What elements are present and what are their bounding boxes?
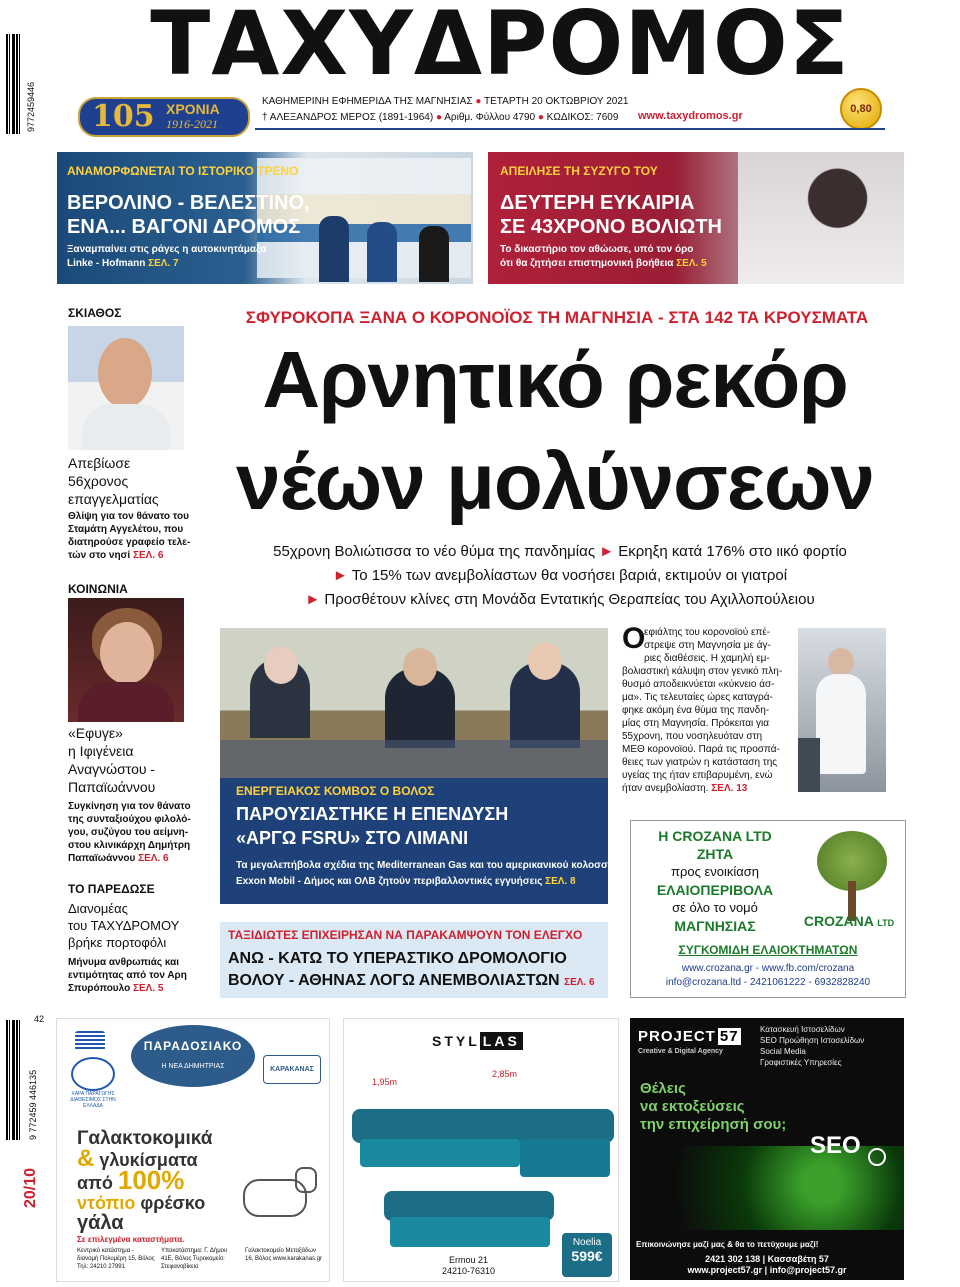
price-badge: [840, 88, 882, 130]
top-right-sub-2-text: ότι θα ζητήσει επιστημονική βοήθεια: [500, 258, 674, 269]
sidebar-title-1: Απεβίωσε 56χρονος επαγγελματίας: [68, 455, 159, 507]
bullet-marker-icon: ►: [305, 591, 321, 608]
crozana-web[interactable]: www.crozana.gr - www.fb.com/crozana: [681, 963, 855, 974]
main-body-line: 55χρονη, που νοσηλευόταν στη: [622, 731, 762, 742]
styllas-logo: STYL LAS: [432, 1033, 523, 1049]
digital-hand-graphic: [630, 1146, 904, 1230]
travel-kicker: ΤΑΞΙΔΙΩΤΕΣ ΕΠΙΧΕΙΡΗΣΑΝ ΝΑ ΠΑΡΑΚΑΜΨΟΥΝ ΤΟΝ ΕΛΕΓΧΟ: [228, 928, 583, 942]
project57-logo: PROJECT 57: [638, 1028, 739, 1045]
main-body-line: μα». Τις τελευταίες ώρες καταγρά-: [622, 692, 773, 703]
service-item: Social Media: [760, 1047, 806, 1056]
cows-illustration: [233, 1159, 317, 1229]
masthead-info-line-1: [262, 96, 628, 107]
sidebar-title-3: Διανομέας του ΤΑΧΥΔΡΟΜΟΥ βρήκε πορτοφόλι: [68, 901, 180, 950]
masthead-website-link[interactable]: www.taxydromos.gr: [638, 110, 743, 122]
crozana-contact[interactable]: info@crozana.ltd - 2421061222 - 6932828240: [665, 977, 871, 988]
project57-cta: Επικοινώνησε μαζί μας & θα το πετύχουμε μαζί!: [636, 1240, 819, 1249]
energy-headline-2: «ΑΡΓΩ FSRU» ΣΤΟ ΛΙΜΑΝΙ: [236, 828, 469, 848]
karakanas-logo: ΚΑΡΑΚΑΝΑΣ: [263, 1055, 321, 1084]
styllas-price-tag: Noelia 599€: [562, 1233, 612, 1277]
main-page: ΣΕΛ. 13: [708, 783, 748, 794]
top-left-page: ΣΕΛ. 7: [148, 258, 179, 269]
top-right-story[interactable]: [488, 152, 904, 284]
top-right-headline-1: ΔΕΥΤΕΡΗ ΕΥΚΑΙΡΙΑ: [500, 192, 695, 214]
barcode-side-number-top: 42: [34, 1014, 45, 1024]
energy-sub-1: Τα μεγαλεπήβολα σχέδια της Mediterranean Gas και του αμερικανικού κολοσσού: [236, 860, 620, 871]
top-right-sub-2: [500, 258, 707, 269]
styllas-ad[interactable]: [343, 1018, 619, 1282]
main-bullet-3: Το 15% των ανεμβολίαστων θα νοσήσει βαριά, εκτιμούν οι γιατροί: [351, 567, 788, 584]
sidebar-photo-2: [68, 598, 184, 722]
magnifier-icon: [868, 1148, 886, 1166]
sidebar-text-2[interactable]: Συγκίνηση για τον θάνατο της συνταξιούχου φιλολό- γου, συζύγου του αείμνη- στου κλινικάρχη Δημήτρη Παπαϊωάννου ΣΕΛ. 6: [68, 801, 191, 864]
travel-headline-2: ΒΟΛΟΥ - ΑΘΗΝΑΣ ΛΟΓΩ ΑΝΕΜΒΟΛΙΑΣΤΩΝ ΣΕΛ. 6: [228, 972, 595, 989]
sidebar: [66, 304, 192, 1004]
bullet-icon: ●: [537, 112, 544, 123]
main-body[interactable]: [622, 622, 790, 795]
sidebar-text-1[interactable]: Θλίψη για τον θάνατο του Σταμάτη Αγγελέτου, που διατηρούσε γραφείο τελε- τών στο νησί ΣΕΛ. 6: [68, 511, 191, 561]
travel-page: ΣΕΛ. 6: [564, 977, 595, 988]
top-left-sub-1: Ξαναμπαίνει στις ράγες η αυτοκινητάμαξα: [67, 244, 267, 255]
karakanas-addr-3: Γαλακτοκομείο Μεταξάδων 16, Βόλος www.karakanas.gr: [245, 1248, 323, 1262]
service-item: Κατασκευή Ιστοσελίδων: [760, 1025, 845, 1034]
project57-slogan: Θέλεις να εκτοξεύσεις την επιχείρησή σου;: [640, 1080, 787, 1133]
main-body-line: θυσμό αποδεικνύεται «κύκνειο άσ-: [622, 679, 775, 690]
sidebar-kicker-2: ΚΟΙΝΩΝΙΑ: [68, 582, 128, 596]
main-headline-1[interactable]: Αρνητικό ρεκόρ: [262, 335, 848, 424]
main-body-text: [622, 622, 790, 795]
styllas-dim-1: 1,95m: [372, 1077, 398, 1087]
anniversary-number: 105: [92, 99, 155, 134]
crozana-text: Η CROZANA LTD ΖΗΤΑ προς ενοικίαση ΕΛΑΙΟΠΕΡΙΒΟΛΑ σε όλο το νομό ΜΑΓΝΗΣΙΑΣ: [656, 828, 774, 934]
olive-tree-icon: [807, 831, 897, 921]
project57-ad[interactable]: [630, 1018, 904, 1280]
barcode-top-number: 9772459446: [26, 81, 36, 132]
masthead-code: ΚΩΔΙΚΟΣ: 7609: [546, 112, 619, 123]
project57-logo-sub: Creative & Digital Agency: [638, 1048, 723, 1055]
main-body-line: θειες των γιατρών η κατάσταση της: [622, 757, 778, 768]
masthead-title: ΤΑΧΥΔΡΟΜΟΣ: [150, 0, 850, 95]
drop-cap: Ο: [622, 622, 646, 655]
top-right-page: ΣΕΛ. 5: [676, 258, 707, 269]
sofa-bottom-image: [384, 1185, 554, 1255]
sidebar-photo-1: [68, 326, 184, 450]
crozana-ad[interactable]: [630, 820, 906, 998]
sidebar-kicker-3: ΤΟ ΠΑΡΕΔΩΣΕ: [68, 882, 155, 896]
bullet-icon: ●: [475, 96, 482, 107]
top-left-sub-2: [67, 258, 179, 269]
main-body-line: μίας στη Μαγνησία. Πρόκειται για: [622, 718, 769, 729]
styllas-dim-2: 2,85m: [492, 1069, 518, 1079]
karakanas-brand-badge: ΠΑΡΑΔΟΣΙΑΚΟ Η ΝΕΑ ΔΗΜΗΤΡΙΑΣ: [131, 1025, 255, 1087]
travel-headline-1: ΑΝΩ - ΚΑΤΩ ΤΟ ΥΠΕΡΑΣΤΙΚΟ ΔΡΟΜΟΛΟΓΙΟ: [228, 950, 567, 967]
cert-badge-icon: [71, 1057, 115, 1091]
karakanas-addr-1: Κεντρικό κατάστημα - διανομή Πολυμέρη 15, Βόλος Τηλ: 24210 27991: [77, 1248, 155, 1270]
energy-sub-2: Exxon Mobil - Δήμος και ΟΛΒ ζητούν περιβαλλοντικές εγγυήσεις ΣΕΛ. 8: [236, 876, 576, 887]
people-figures: [319, 208, 469, 282]
main-body-line: βολιαστική κάλυψη στον γενικό πλη-: [622, 666, 783, 677]
project57-services: [760, 1024, 864, 1068]
main-headline-2[interactable]: νέων μολύνσεων: [236, 437, 874, 526]
crozana-harvest: ΣΥΓΚΟΜΙΔΗ ΕΛΑΙΟΚΤΗΜΑΤΩΝ: [678, 943, 858, 957]
energy-page: ΣΕΛ. 8: [545, 876, 576, 887]
energy-kicker: ΕΝΕΡΓΕΙΑΚΟΣ ΚΟΜΒΟΣ Ο ΒΟΛΟΣ: [236, 784, 435, 798]
barcode-side: [6, 1020, 22, 1140]
top-left-headline-2: ΕΝΑ... ΒΑΓΟΝΙ ΔΡΟΜΟΣ: [67, 216, 301, 238]
bullet-marker-icon: ►: [332, 567, 348, 584]
sofa-top-image: [352, 1091, 614, 1177]
price-value: 0,80: [850, 103, 872, 115]
top-right-headline-2: ΣΕ 43ΧΡΟΝΟ ΒΟΛΙΩΤΗ: [500, 216, 722, 238]
main-bullet-1: 55χρονη Βολιώτισσα το νέο θύμα της πανδημίας: [273, 543, 596, 560]
main-body-line: ριες διαθέσεις. Η χαμηλή εμ-: [644, 653, 770, 664]
karakanas-addr-2: Υποκατάστημα: Γ. Δήμου 41Ε, Βόλος Τυροκομείο: Στεφανοβίκειο: [161, 1248, 228, 1270]
main-body-line: στρεψε στη Μαγνησία με άγ-: [644, 640, 771, 651]
woman-photo: [738, 152, 904, 284]
project57-seo: SEO: [810, 1132, 861, 1159]
main-body-line: ΜΕΘ κορονοϊού. Παρά τις προσπά-: [622, 744, 780, 755]
masthead-subtitle: ΚΑΘΗΜΕΡΙΝΗ ΕΦΗΜΕΡΙΔΑ ΤΗΣ ΜΑΓΝΗΣΙΑΣ: [262, 96, 473, 107]
masthead-date: ΤΕΤΑΡΤΗ 20 ΟΚΤΩΒΡΙΟΥ 2021: [484, 96, 629, 107]
karakanas-ad[interactable]: [56, 1018, 330, 1282]
top-left-kicker: ΑΝΑΜΟΡΦΩΝΕΤΑΙ ΤΟ ΙΣΤΟΡΙΚΟ ΤΡΕΝΟ: [67, 164, 299, 178]
energy-headline-1: ΠΑΡΟΥΣΙΑΣΤΗΚΕ Η ΕΠΕΝΔΥΣΗ: [236, 804, 509, 824]
main-body-line: ήταν ανεμβολίαστη. ΣΕΛ. 13: [622, 783, 748, 794]
main-kicker: ΣΦΥΡΟΚΟΠΑ ΞΑΝΑ Ο ΚΟΡΟΝΟΪΟΣ ΤΗ ΜΑΓΝΗΣΙΑ - ΣΤΑ 142 ΤΑ ΚΡΟΥΣΜΑΤΑ: [245, 308, 869, 327]
masthead-issue: Αριθμ. Φύλλου 4790: [444, 112, 536, 123]
masthead-founder: † ΑΛΕΞΑΝΔΡΟΣ ΜΕΡΟΣ (1891-1964): [262, 112, 434, 123]
top-right-kicker: ΑΠΕΙΛΗΣΕ ΤΗ ΣΥΖΥΓΟ ΤΟΥ: [500, 164, 658, 178]
main-bullet-2: Εκρηξη κατά 176% στο ιικό φορτίο: [618, 543, 847, 560]
main-body-line: υγείας της ήταν επιβαρυμένη, ενώ: [622, 770, 773, 781]
sidebar-text-3[interactable]: Μήνυμα ανθρωπιάς και εντιμότητας από τον Αρη Σπυρόπουλο ΣΕΛ. 5: [68, 957, 187, 994]
travel-story[interactable]: [220, 922, 608, 998]
service-item: SEO Προώθηση Ιστοσελίδων: [760, 1036, 865, 1045]
anniversary-word: ΧΡΟΝΙΑ: [166, 101, 220, 117]
greek-flag-icon: [75, 1031, 105, 1051]
bullet-icon: ●: [435, 112, 443, 123]
main-body-line: φηκε ακόμη ένα θύμα της πανδη-: [622, 705, 770, 716]
karakanas-cert: ΧΑΡΑ ΠΑΡΑΓΩΓΗΣ ΔΙΑΘΕΣΙΜΟΣ ΣΤΗΝ ΕΛΛΑΔΑ: [70, 1091, 116, 1109]
anniversary-badge: [78, 97, 250, 137]
karakanas-small: Σε επιλεγμένα καταστήματα.: [77, 1235, 185, 1244]
main-bullet-4: Προσθέτουν κλίνες στη Μονάδα Εντατικής Θεραπείας του Αχιλλοπούλειου: [324, 591, 815, 608]
nurse-photo: [798, 628, 886, 792]
barcode-side-number: 9 772459 446135: [28, 1069, 38, 1140]
top-left-sub-2-text: Linke - Hofmann: [67, 258, 146, 269]
masthead-rule: [255, 128, 885, 130]
karakanas-slogan: Γαλακτοκομικά & γλυκίσματα από 100% ντόπιο φρέσκο γάλα: [77, 1128, 213, 1234]
service-item: Γραφιστικές Υπηρεσίες: [760, 1058, 842, 1067]
masthead-info-line-2: [262, 112, 618, 123]
top-left-story[interactable]: [57, 152, 473, 284]
sidebar-title-2: «Εφυγε» η Ιφιγένεια Αναγνώστου - Παπαϊωάννου: [68, 725, 156, 795]
project57-contact[interactable]: 2421 302 138 | Κασσαβέτη 57 www.project57.gr | info@project57.gr: [687, 1254, 847, 1275]
sidebar-kicker-1: ΣΚΙΑΘΟΣ: [68, 306, 122, 320]
main-body-line: εφιάλτης του κορονοϊού επέ-: [644, 627, 771, 638]
side-date: 20/10: [22, 1168, 39, 1209]
anniversary-years: 1916-2021: [166, 117, 218, 131]
top-left-headline-1: ΒΕΡΟΛΙΝΟ - ΒΕΛΕΣΤΙΝΟ,: [67, 192, 310, 214]
top-right-sub-1: Το δικαστήριο τον αθώωσε, υπό τον όρο: [500, 244, 694, 255]
energy-story[interactable]: [220, 628, 620, 904]
styllas-address: Ermou 21 24210-76310: [442, 1255, 496, 1276]
bullet-marker-icon: ►: [599, 543, 615, 560]
main-bullets: [200, 540, 920, 612]
barcode-top: [6, 34, 20, 134]
crozana-logo: CROZANA LTD: [803, 913, 895, 929]
press-conference-photo: [220, 628, 608, 778]
